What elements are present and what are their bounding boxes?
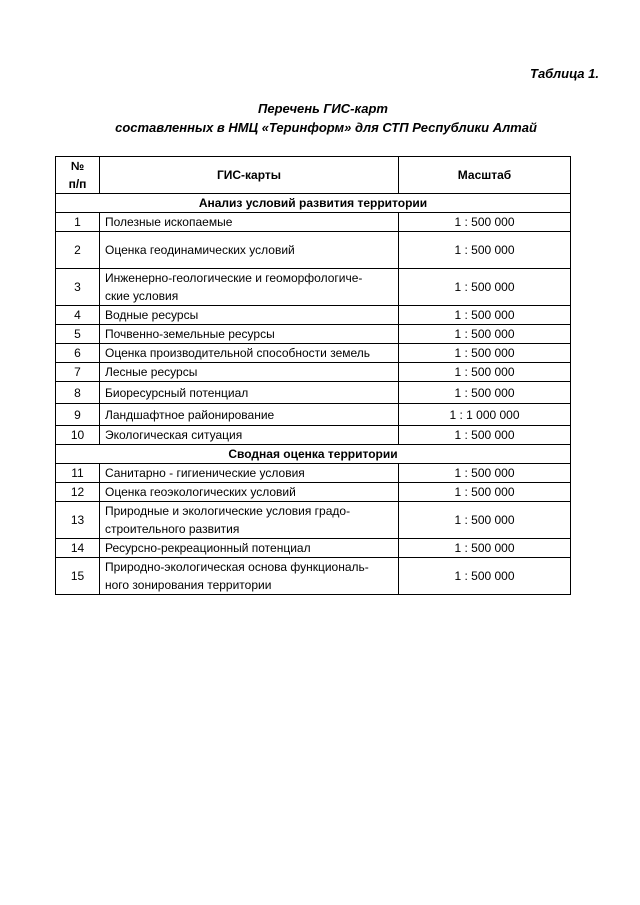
table-row (56, 558, 571, 595)
table-row (56, 426, 571, 445)
gis-map-name-line: Инженерно-геологические и геоморфологиче- (105, 271, 363, 285)
gis-maps-table (55, 156, 571, 595)
map-scale: 1 : 500 000 (399, 483, 571, 502)
section-title: Анализ условий развития территории (56, 194, 571, 213)
map-scale: 1 : 500 000 (399, 269, 571, 306)
table-row (56, 363, 571, 382)
gis-map-name (100, 426, 399, 445)
table-row (56, 269, 571, 306)
row-number: 15 (56, 558, 100, 595)
gis-map-name (100, 363, 399, 382)
gis-map-name (100, 404, 399, 426)
gis-map-name-line: Природно-экологическая основа функциональ- (105, 560, 369, 574)
table-row (56, 325, 571, 344)
row-number: 10 (56, 426, 100, 445)
table-row (56, 483, 571, 502)
column-header-gis-maps: ГИС-карты (100, 157, 399, 194)
table-row (56, 232, 571, 269)
gis-map-name-line: Лесные ресурсы (105, 365, 198, 379)
table-row (56, 306, 571, 325)
table-row (56, 539, 571, 558)
section-title: Сводная оценка территории (56, 445, 571, 464)
map-scale: 1 : 500 000 (399, 539, 571, 558)
gis-map-name-line: Оценка геоэкологических условий (105, 485, 296, 499)
table-caption-subtitle: составленных в НМЦ «Теринформ» для СТП Республики Алтай (115, 120, 537, 135)
gis-map-name (100, 306, 399, 325)
table-row (56, 344, 571, 363)
gis-map-name-line: Санитарно - гигиенические условия (105, 466, 305, 480)
map-scale: 1 : 500 000 (399, 382, 571, 404)
column-header-number (56, 157, 100, 194)
table-caption-title: Перечень ГИС-карт (258, 101, 388, 116)
row-number: 1 (56, 213, 100, 232)
map-scale: 1 : 500 000 (399, 325, 571, 344)
row-number: 5 (56, 325, 100, 344)
gis-map-name-line: строительного развития (105, 522, 240, 536)
row-number: 13 (56, 502, 100, 539)
map-scale: 1 : 500 000 (399, 344, 571, 363)
table-number: Таблица 1. (530, 66, 599, 81)
row-number: 3 (56, 269, 100, 306)
map-scale: 1 : 500 000 (399, 363, 571, 382)
gis-map-name (100, 344, 399, 363)
table-header-row (56, 157, 571, 194)
map-scale: 1 : 500 000 (399, 464, 571, 483)
column-header-number-symbol: № (70, 159, 85, 173)
row-number: 6 (56, 344, 100, 363)
gis-map-name (100, 269, 399, 306)
table-row (56, 502, 571, 539)
gis-map-name-line: Ландшафтное районирование (105, 407, 275, 422)
row-number: 11 (56, 464, 100, 483)
map-scale: 1 : 500 000 (399, 306, 571, 325)
map-scale: 1 : 500 000 (399, 232, 571, 269)
table-row (56, 464, 571, 483)
gis-map-name-line: Почвенно-земельные ресурсы (105, 327, 275, 341)
gis-map-name-line: Оценка производительной способности земель (105, 346, 371, 360)
map-scale: 1 : 500 000 (399, 213, 571, 232)
gis-map-name (100, 232, 399, 269)
row-number: 8 (56, 382, 100, 404)
row-number: 4 (56, 306, 100, 325)
gis-map-name (100, 539, 399, 558)
section-row (56, 445, 571, 464)
map-scale: 1 : 500 000 (399, 426, 571, 445)
gis-map-name-line: Полезные ископаемые (105, 215, 233, 229)
map-scale: 1 : 500 000 (399, 558, 571, 595)
gis-map-name-line: ного зонирования территории (105, 578, 272, 592)
gis-map-name (100, 382, 399, 404)
table-row (56, 213, 571, 232)
gis-map-name-line: Ресурсно-рекреационный потенциал (105, 541, 311, 555)
gis-map-name (100, 558, 399, 595)
column-header-number-abbr: п/п (68, 177, 87, 191)
column-header-scale: Масштаб (399, 157, 571, 194)
gis-map-name-line: Оценка геодинамических условий (105, 243, 295, 257)
gis-map-name-line: ские условия (105, 289, 179, 303)
map-scale: 1 : 1 000 000 (399, 404, 571, 426)
row-number: 9 (56, 404, 100, 426)
gis-map-name (100, 464, 399, 483)
gis-map-name (100, 325, 399, 344)
row-number: 14 (56, 539, 100, 558)
row-number: 12 (56, 483, 100, 502)
gis-map-name (100, 483, 399, 502)
row-number: 7 (56, 363, 100, 382)
gis-map-name (100, 502, 399, 539)
gis-map-name-line: Водные ресурсы (105, 308, 199, 322)
gis-map-name-line: Биоресурсный потенциал (105, 385, 249, 400)
gis-map-name-line: Природные и экологические условия градо- (105, 504, 351, 518)
gis-map-name-line: Экологическая ситуация (105, 428, 243, 442)
gis-map-name (100, 213, 399, 232)
table-row (56, 404, 571, 426)
table-row (56, 382, 571, 404)
map-scale: 1 : 500 000 (399, 502, 571, 539)
section-row (56, 194, 571, 213)
table-body (56, 194, 571, 595)
row-number: 2 (56, 232, 100, 269)
